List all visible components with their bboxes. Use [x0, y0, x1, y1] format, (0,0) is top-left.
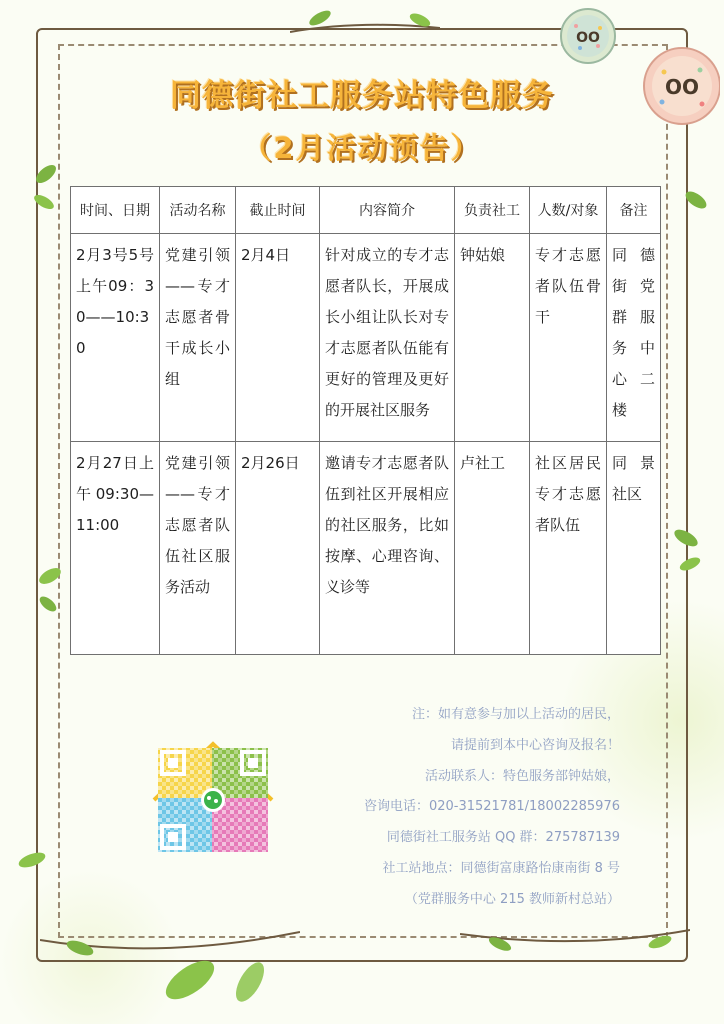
column-header-audience: 人数/对象	[530, 187, 607, 234]
notes-line: 注：如有意参与加以上活动的居民，	[411, 707, 620, 722]
cell-note: 同德街党群服务中心二楼	[607, 234, 661, 442]
leaf-icon	[676, 180, 716, 220]
contact-notes	[330, 700, 620, 916]
donut-right-label: OO	[664, 75, 700, 99]
column-header-worker: 负责社工	[455, 187, 530, 234]
donut-left-label: OO	[576, 30, 600, 46]
table-header-row	[71, 187, 661, 234]
cell-deadline: 2月4日	[236, 234, 320, 442]
cell-deadline: 2月26日	[236, 442, 320, 655]
table-row	[71, 234, 661, 442]
cell-audience: 专才志愿者队伍骨干	[530, 234, 607, 442]
notes-line: （党群服务中心 215 教师新村总站）	[404, 891, 620, 907]
leaf-icon	[290, 2, 440, 42]
cell-worker: 钟姑娘	[455, 234, 530, 442]
notes-line: 同德街社工服务站 QQ 群：275787139	[386, 830, 620, 846]
notes-line: 请提前到本中心咨询及报名！	[450, 737, 620, 753]
table-row	[71, 442, 661, 655]
qr-code-icon	[150, 738, 276, 858]
page-subtitle: （2月活动预告）	[242, 131, 482, 165]
leaf-icon	[662, 520, 712, 580]
cell-name: 党建引领——专才志愿者骨干成长小组	[160, 234, 236, 442]
leaf-icon	[460, 920, 690, 970]
cell-worker: 卢社工	[455, 442, 530, 655]
activity-schedule-table	[70, 186, 661, 655]
page-title: 同德街社工服务站特色服务	[170, 78, 554, 114]
leaf-icon	[40, 920, 300, 1010]
notes-line: 社工站地点：同德街富康路怡康南街 8 号	[382, 860, 620, 876]
cell-note: 同景社区	[607, 442, 661, 655]
leaf-icon	[8, 840, 58, 880]
cell-name: 党建引领——专才志愿者队伍社区服务活动	[160, 442, 236, 655]
cell-intro: 针对成立的专才志愿者队长，开展成长小组让队长对专才志愿者队伍能有更好的管理及更好的开展社区服务	[320, 234, 455, 442]
notes-line: 咨询电话：020-31521781/18002285976	[363, 799, 620, 815]
cell-time: 2月27日上午09:30—11:00	[71, 442, 160, 655]
column-header-name: 活动名称	[160, 187, 236, 234]
cell-audience: 社区居民专才志愿者队伍	[530, 442, 607, 655]
column-header-note: 备注	[607, 187, 661, 234]
leaf-icon	[30, 160, 70, 220]
column-header-time: 时间、日期	[71, 187, 160, 234]
donut-icon	[558, 6, 618, 66]
notes-line: 活动联系人：特色服务部钟姑娘，	[424, 768, 620, 784]
column-header-intro: 内容简介	[320, 187, 455, 234]
column-header-deadline: 截止时间	[236, 187, 320, 234]
leaf-icon	[30, 560, 70, 620]
cell-time: 2月3号5号上午09：30——10:30	[71, 234, 160, 442]
cell-intro: 邀请专才志愿者队伍到社区开展相应的社区服务，比如按摩、心理咨询、义诊等	[320, 442, 455, 655]
